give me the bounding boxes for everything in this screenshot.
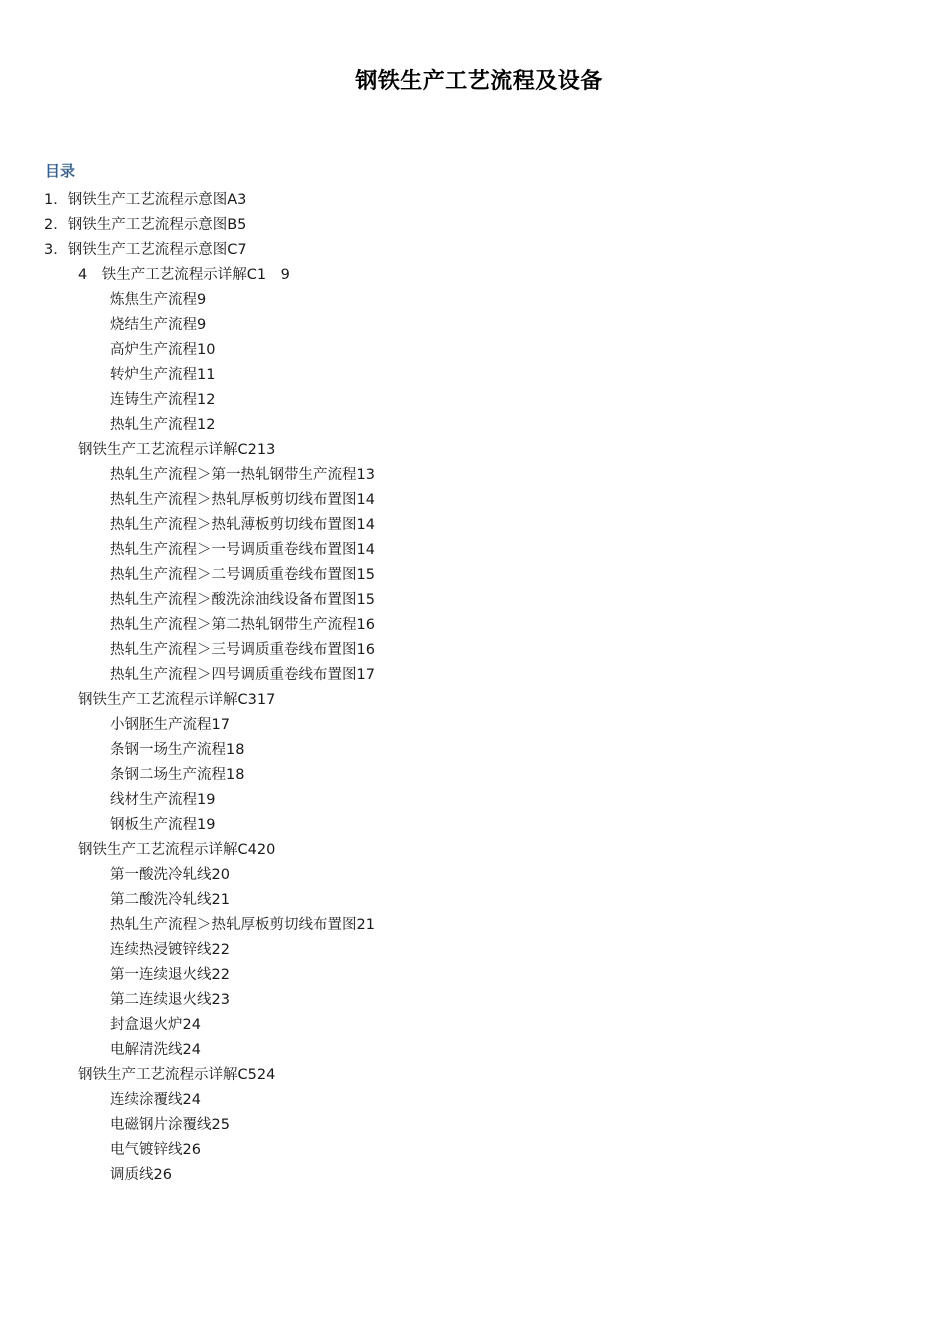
- toc-entry[interactable]: 热轧生产流程＞酸洗涂油线设备布置图15: [110, 592, 375, 608]
- toc-entry[interactable]: 电气镀锌线26: [110, 1142, 201, 1158]
- toc-entry[interactable]: 钢铁生产工艺流程示详解C213: [78, 442, 276, 458]
- toc-entry[interactable]: 第一酸洗冷轧线20: [110, 867, 230, 883]
- toc-entry[interactable]: 热轧生产流程＞第二热轧钢带生产流程16: [110, 617, 375, 633]
- toc-entry[interactable]: 转炉生产流程11: [110, 367, 216, 383]
- toc-entry[interactable]: 烧结生产流程9: [110, 317, 207, 333]
- toc-entry[interactable]: 3．钢铁生产工艺流程示意图C7: [44, 242, 247, 258]
- toc-entry[interactable]: 热轧生产流程＞热轧薄板剪切线布置图14: [110, 517, 375, 533]
- toc-entry[interactable]: 线材生产流程19: [110, 792, 216, 808]
- toc-entry[interactable]: 炼焦生产流程9: [110, 292, 207, 308]
- document-title: 钢铁生产工艺流程及设备: [355, 69, 603, 94]
- toc-entry[interactable]: 调质线26: [110, 1167, 172, 1183]
- toc-entry[interactable]: 热轧生产流程＞一号调质重卷线布置图14: [110, 542, 375, 558]
- toc-entry[interactable]: 电磁钢片涂覆线25: [110, 1117, 230, 1133]
- toc-entry[interactable]: 条钢二场生产流程18: [110, 767, 245, 783]
- toc-entry[interactable]: 热轧生产流程＞三号调质重卷线布置图16: [110, 642, 375, 658]
- toc-entry[interactable]: 热轧生产流程12: [110, 417, 216, 433]
- toc-entry[interactable]: 电解清洗线24: [110, 1042, 201, 1058]
- toc-entry[interactable]: 条钢一场生产流程18: [110, 742, 245, 758]
- table-of-contents: [0, 188, 950, 1188]
- toc-entry[interactable]: 4 铁生产工艺流程示详解C1 9: [78, 267, 290, 283]
- toc-entry[interactable]: 小钢胚生产流程17: [110, 717, 230, 733]
- toc-entry[interactable]: 钢板生产流程19: [110, 817, 216, 833]
- toc-entry[interactable]: 第一连续退火线22: [110, 967, 230, 983]
- toc-entry[interactable]: 2．钢铁生产工艺流程示意图B5: [44, 217, 247, 233]
- toc-entry[interactable]: 连铸生产流程12: [110, 392, 216, 408]
- toc-entry[interactable]: 连续热浸镀锌线22: [110, 942, 230, 958]
- toc-heading: 目录: [45, 162, 76, 180]
- toc-entry[interactable]: 第二酸洗冷轧线21: [110, 892, 230, 908]
- toc-entry[interactable]: 热轧生产流程＞四号调质重卷线布置图17: [110, 667, 375, 683]
- toc-entry[interactable]: 热轧生产流程＞第一热轧钢带生产流程13: [110, 467, 375, 483]
- toc-entry[interactable]: 高炉生产流程10: [110, 342, 216, 358]
- toc-entry[interactable]: 第二连续退火线23: [110, 992, 230, 1008]
- toc-entry[interactable]: 热轧生产流程＞热轧厚板剪切线布置图14: [110, 492, 375, 508]
- toc-entry[interactable]: 热轧生产流程＞二号调质重卷线布置图15: [110, 567, 375, 583]
- toc-entry[interactable]: 钢铁生产工艺流程示详解C524: [78, 1067, 276, 1083]
- toc-entry[interactable]: 钢铁生产工艺流程示详解C420: [78, 842, 276, 858]
- toc-entry[interactable]: 连续涂覆线24: [110, 1092, 201, 1108]
- toc-entry[interactable]: 钢铁生产工艺流程示详解C317: [78, 692, 276, 708]
- toc-entry[interactable]: 封盒退火炉24: [110, 1017, 201, 1033]
- toc-entry[interactable]: 1．钢铁生产工艺流程示意图A3: [44, 192, 247, 208]
- toc-entry[interactable]: 热轧生产流程＞热轧厚板剪切线布置图21: [110, 917, 375, 933]
